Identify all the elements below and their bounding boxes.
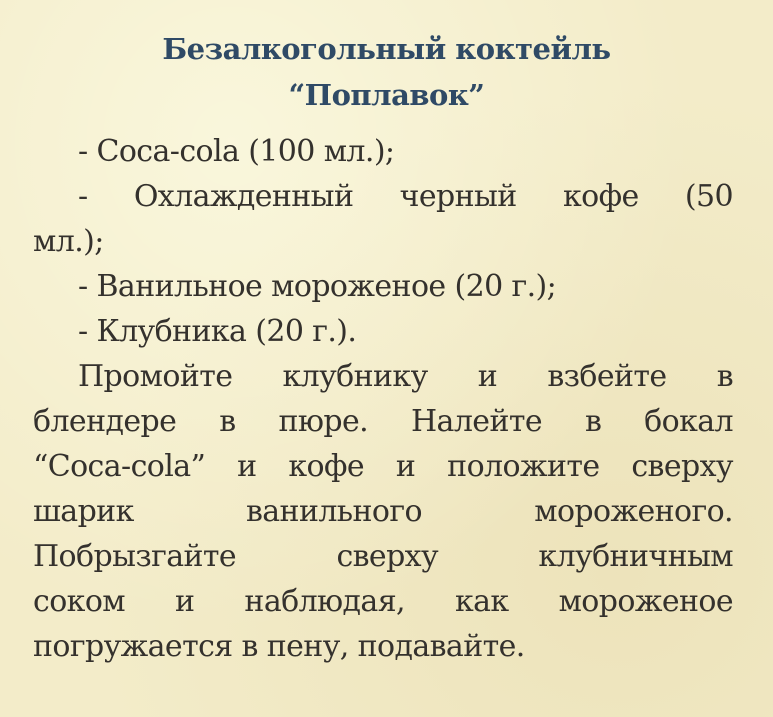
word: и <box>175 584 195 619</box>
word: Налейте <box>410 404 542 439</box>
word: клубничным <box>538 539 733 574</box>
word: мороженого. <box>534 494 733 529</box>
word: блендере <box>33 404 177 439</box>
word: пюре. <box>278 404 369 439</box>
word: кофе <box>562 179 639 214</box>
ingredient-item: - Ванильное мороженое (20 г.); <box>78 269 557 304</box>
word: “Coca-cola” <box>33 449 206 484</box>
word: (50 <box>684 179 733 214</box>
instruction-line-last: погружается в пену, подавайте. <box>33 629 525 664</box>
word: шарик <box>33 494 134 529</box>
word: в <box>219 404 236 439</box>
word: в <box>584 404 602 439</box>
instruction-line <box>33 492 733 532</box>
word: сверху <box>336 539 439 574</box>
word: и <box>395 449 416 484</box>
word: взбейте <box>547 359 667 394</box>
word: - <box>78 179 88 214</box>
word: как <box>454 584 509 619</box>
word: Промойте <box>78 359 233 394</box>
word: мороженое <box>558 584 733 619</box>
word: сверху <box>631 449 733 484</box>
word: соком <box>33 584 126 619</box>
word: в <box>716 359 733 394</box>
word: кофе <box>288 449 365 484</box>
word: черный <box>399 179 517 214</box>
recipe-title-line-1: Безалкогольный коктейль <box>162 32 611 66</box>
ingredient-item: - Клубника (20 г.). <box>78 314 357 349</box>
ingredient-item: - Coca-cola (100 мл.); <box>78 134 395 169</box>
word: и <box>237 449 257 484</box>
word: бокал <box>644 404 733 439</box>
instruction-line <box>78 357 733 397</box>
instruction-line <box>33 582 733 622</box>
word: положите <box>447 449 600 484</box>
instruction-line <box>33 537 733 577</box>
instruction-line <box>33 402 733 442</box>
word: наблюдая, <box>244 584 405 619</box>
word: Побрызгайте <box>33 539 237 574</box>
word: клубнику <box>282 359 428 394</box>
word: ванильного <box>245 494 422 529</box>
ingredient-item-continuation: мл.); <box>33 224 104 259</box>
word: и <box>477 359 498 394</box>
word: Охлажденный <box>133 179 354 214</box>
instruction-line <box>33 447 733 487</box>
recipe-title-line-2: “Поплавок” <box>288 78 485 112</box>
ingredient-item <box>78 177 733 217</box>
